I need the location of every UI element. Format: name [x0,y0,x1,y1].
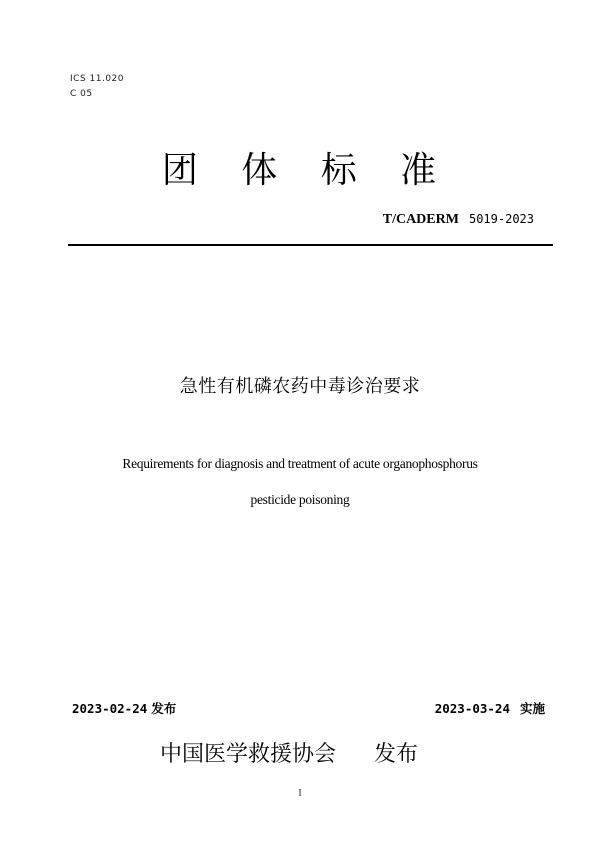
implementation-label: 实施 [519,701,545,716]
english-title-line-1: Requirements for diagnosis and treatment of acute organophosphorus [122,456,478,471]
implementation-date-block [435,699,545,717]
publisher-line [160,737,418,768]
standard-type-heading: 团 体 标 准 [161,150,453,191]
standard-serial: 5019-2023 [468,212,534,226]
english-title [0,446,600,518]
standard-number [383,212,534,228]
issue-label: 发布 [151,701,177,716]
ccs-code: C 05 [70,89,93,99]
classification-codes [70,72,124,102]
header-divider [68,244,553,246]
implementation-date: 2023-03-24 [434,701,510,716]
english-title-line-2: pesticide poisoning [250,492,350,507]
chinese-title: 急性有机磷农药中毒诊治要求 [179,376,421,397]
issue-date: 2023-02-24 [72,701,148,716]
publisher-name: 中国医学救援协会 [160,742,337,767]
publisher-label: 发布 [374,742,419,767]
ics-code: ICS 11.020 [70,74,125,84]
issue-date-block [72,699,176,717]
page-number: I [298,788,302,799]
standard-org-code: T/CADERM [382,212,459,227]
